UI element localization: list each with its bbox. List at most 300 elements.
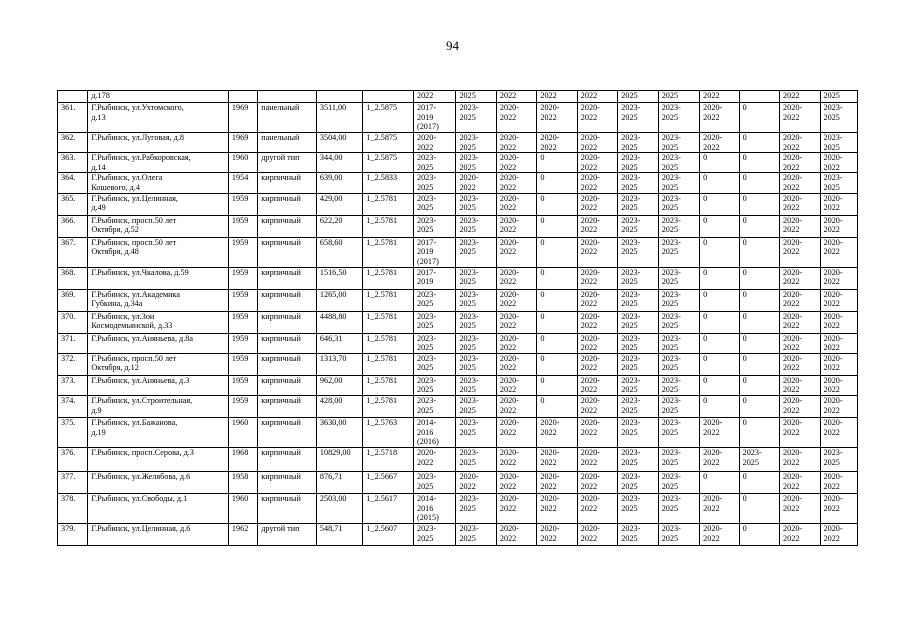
table-cell-c5: 2020- 2022 (577, 215, 617, 237)
table-cell-c7: 2025 (658, 91, 699, 103)
table-cell-c9: 0 (739, 353, 779, 375)
table-cell-address: Г.Рыбинск, просп.50 лет Октября, д.48 (88, 237, 229, 267)
table-cell-c5: 2020- 2022 (577, 375, 617, 395)
table-cell-wall: кирпичный (258, 375, 317, 395)
table-cell-code: 1_2.5875 (363, 103, 414, 133)
table-cell-c11: 2020- 2022 (820, 417, 858, 447)
table-cell-wall: кирпичный (258, 493, 317, 523)
table-cell-c7: 2023- 2025 (658, 153, 699, 173)
table-cell-wall (258, 91, 317, 103)
table-cell-c10: 2020- 2022 (780, 417, 820, 447)
table-cell-c6: 2023- 2025 (618, 523, 658, 545)
table-cell-year: 1959 (228, 193, 257, 215)
table-cell-c8: 0 (700, 375, 739, 395)
table-cell-c10: 2022 (780, 91, 820, 103)
table-cell-c1: 2022 (413, 91, 455, 103)
table-cell-c5: 2020- 2022 (577, 471, 617, 493)
table-cell-area: 3511,00 (316, 103, 363, 133)
table-cell-c11: 2020- 2022 (820, 215, 858, 237)
table-cell-c9: 0 (739, 237, 779, 267)
table-cell-c3: 2020- 2022 (496, 267, 536, 289)
table-row (58, 153, 858, 173)
table-cell-address: д.178 (88, 91, 229, 103)
table-cell-wall: кирпичный (258, 417, 317, 447)
table-cell-c7: 2023- 2025 (658, 103, 699, 133)
table-cell-c2: 2023- 2025 (456, 417, 496, 447)
table-cell-year: 1960 (228, 417, 257, 447)
table-cell-c2: 2020- 2022 (456, 173, 496, 193)
table-cell-c11: 2020- 2022 (820, 375, 858, 395)
table-row (58, 395, 858, 417)
table-cell-c1: 2017- 2019 (2017) (413, 103, 455, 133)
table-row (58, 215, 858, 237)
table-cell-c6: 2023- 2025 (618, 493, 658, 523)
table-cell-num: 367. (58, 237, 88, 267)
table-cell-c5: 2022 (577, 91, 617, 103)
table-cell-c9: 0 (739, 267, 779, 289)
table-cell-wall: кирпичный (258, 267, 317, 289)
table-cell-area: 344,00 (316, 153, 363, 173)
table-cell-c9: 0 (739, 333, 779, 353)
table-cell-c6: 2023- 2025 (618, 267, 658, 289)
table-cell-c1: 2017- 2019 (413, 267, 455, 289)
table-cell-num: 361. (58, 103, 88, 133)
table-cell-c7: 2023- 2025 (658, 289, 699, 311)
table-cell-address: Г.Рыбинск, ул.Ухтомского, д.13 (88, 103, 229, 133)
table-cell-c11: 2023- 2025 (820, 103, 858, 133)
table-cell-code: 1_2.5833 (363, 173, 414, 193)
table-cell-wall: кирпичный (258, 353, 317, 375)
table-cell-c11: 2020- 2022 (820, 193, 858, 215)
table-cell-c11: 2020- 2022 (820, 471, 858, 493)
table-cell-wall: другой тип (258, 523, 317, 545)
table-cell-c9: 0 (739, 173, 779, 193)
table-cell-c4: 0 (537, 353, 577, 375)
table-cell-code: 1_2.5781 (363, 333, 414, 353)
table-cell-c11: 2020- 2022 (820, 523, 858, 545)
table-cell-c8: 2020- 2022 (700, 447, 739, 471)
table-cell-c1: 2023- 2025 (413, 193, 455, 215)
table-cell-year: 1959 (228, 267, 257, 289)
table-cell-area: 428,00 (316, 395, 363, 417)
table-cell-c1: 2023- 2025 (413, 471, 455, 493)
table-cell-area: 3504,00 (316, 133, 363, 153)
table-cell-c8: 2020- 2022 (700, 133, 739, 153)
table-cell-address: Г.Рыбинск, ул.Бажанова, д.19 (88, 417, 229, 447)
table-cell-c10: 2020- 2022 (780, 353, 820, 375)
table-row (58, 353, 858, 375)
table-cell-c11: 2020- 2022 (820, 353, 858, 375)
table-cell-c1: 2023- 2025 (413, 289, 455, 311)
table-cell-address: Г.Рыбинск, ул.Зои Космодемьянской, д.33 (88, 311, 229, 333)
table-row (58, 193, 858, 215)
table-cell-year: 1958 (228, 471, 257, 493)
table-cell-c7: 2023- 2025 (658, 173, 699, 193)
table-cell-c2: 2023- 2025 (456, 193, 496, 215)
table-cell-c5: 2020- 2022 (577, 447, 617, 471)
table-cell-address: Г.Рыбинск, ул.Аняньева, д.8а (88, 333, 229, 353)
table-cell-c8: 0 (700, 333, 739, 353)
table-cell-c2: 2025 (456, 91, 496, 103)
table-cell-code: 1_2.5781 (363, 237, 414, 267)
table-cell-year: 1959 (228, 395, 257, 417)
table-cell-year: 1959 (228, 353, 257, 375)
table-cell-c2: 2023- 2025 (456, 375, 496, 395)
table-cell-num: 378. (58, 493, 88, 523)
table-cell-c6: 2023- 2025 (618, 311, 658, 333)
table-cell-code: 1_2.5875 (363, 133, 414, 153)
table-cell-c10: 2020- 2022 (780, 215, 820, 237)
table-cell-c6: 2023- 2025 (618, 333, 658, 353)
table-cell-c5: 2020- 2022 (577, 353, 617, 375)
table-cell-c7: 2023- 2025 (658, 471, 699, 493)
table-cell-c6: 2023- 2025 (618, 417, 658, 447)
table-cell-num: 376. (58, 447, 88, 471)
table-cell-year: 1959 (228, 289, 257, 311)
table-cell-c2: 2023- 2025 (456, 153, 496, 173)
table-cell-c5: 2020- 2022 (577, 153, 617, 173)
table-cell-c3: 2020- 2022 (496, 471, 536, 493)
table-cell-address: Г.Рыбинск, ул.Свободы, д.1 (88, 493, 229, 523)
table-cell-area: 2503,00 (316, 493, 363, 523)
table-cell-num: 370. (58, 311, 88, 333)
table-cell-c6: 2023- 2025 (618, 395, 658, 417)
table-cell-code: 1_2.5763 (363, 417, 414, 447)
table-row (58, 237, 858, 267)
table-cell-c3: 2020- 2022 (496, 417, 536, 447)
table-cell-c3: 2020- 2022 (496, 103, 536, 133)
table-cell-num: 368. (58, 267, 88, 289)
table-cell-c9: 0 (739, 493, 779, 523)
table-cell-address: Г.Рыбинск, ул.Строительная, д.9 (88, 395, 229, 417)
table-cell-c4: 0 (537, 333, 577, 353)
table-cell-c3: 2020- 2022 (496, 133, 536, 153)
table-cell-c1: 2023- 2025 (413, 375, 455, 395)
table-cell-c1: 2020- 2022 (413, 133, 455, 153)
table-cell-c7: 2023- 2025 (658, 237, 699, 267)
table-cell-c1: 2023- 2025 (413, 353, 455, 375)
table-cell-c7: 2023- 2025 (658, 523, 699, 545)
table-cell-c2: 2023- 2025 (456, 395, 496, 417)
table-cell-c1: 2023- 2025 (413, 215, 455, 237)
table-cell-year: 1959 (228, 311, 257, 333)
table-cell-year: 1969 (228, 103, 257, 133)
table-cell-c10: 2020- 2022 (780, 133, 820, 153)
table-cell-c11: 2020- 2022 (820, 289, 858, 311)
table-cell-code (363, 91, 414, 103)
table-cell-area: 548,71 (316, 523, 363, 545)
table-cell-c3: 2020- 2022 (496, 173, 536, 193)
table-cell-year: 1968 (228, 447, 257, 471)
table-cell-year: 1962 (228, 523, 257, 545)
table-cell-code: 1_2.5667 (363, 471, 414, 493)
table-row (58, 333, 858, 353)
table-cell-c4: 2020- 2022 (537, 471, 577, 493)
table-cell-wall: кирпичный (258, 215, 317, 237)
table-cell-c9: 0 (739, 133, 779, 153)
table-cell-c1: 2023- 2025 (413, 173, 455, 193)
table-cell-c10: 2020- 2022 (780, 103, 820, 133)
table-row (58, 133, 858, 153)
table-cell-c7: 2023- 2025 (658, 311, 699, 333)
table-cell-c9: 0 (739, 395, 779, 417)
table-cell-c1: 2014- 2016 (2016) (413, 417, 455, 447)
table-cell-c4: 0 (537, 375, 577, 395)
table-cell-area: 962,00 (316, 375, 363, 395)
table-cell-c6: 2023- 2025 (618, 237, 658, 267)
table-cell-area: 622,20 (316, 215, 363, 237)
table-cell-c3: 2020- 2022 (496, 289, 536, 311)
table-cell-c5: 2020- 2022 (577, 237, 617, 267)
table-cell-c7: 2023- 2025 (658, 395, 699, 417)
table-cell-c6: 2023- 2025 (618, 375, 658, 395)
table-cell-c4: 2020- 2022 (537, 133, 577, 153)
table-cell-c10: 2020- 2022 (780, 267, 820, 289)
table-cell-wall: кирпичный (258, 311, 317, 333)
table-cell-address: Г.Рыбинск, ул.Академика Губкина, д.34а (88, 289, 229, 311)
table-row (58, 471, 858, 493)
table-cell-c3: 2020- 2022 (496, 311, 536, 333)
table-cell-c3: 2022 (496, 91, 536, 103)
table-row (58, 91, 858, 103)
table-cell-c7: 2023- 2025 (658, 267, 699, 289)
table-cell-c2: 2023- 2025 (456, 289, 496, 311)
table-cell-c8: 0 (700, 153, 739, 173)
table-cell-area: 4488,80 (316, 311, 363, 333)
table-cell-c11: 2020- 2022 (820, 333, 858, 353)
table-cell-c8: 2020- 2022 (700, 493, 739, 523)
table-cell-c8: 0 (700, 311, 739, 333)
table-cell-c8: 2020- 2022 (700, 417, 739, 447)
table-cell-c8: 0 (700, 215, 739, 237)
table-cell-c10: 2020- 2022 (780, 493, 820, 523)
table-cell-c3: 2020- 2022 (496, 153, 536, 173)
table-cell-c11: 2020- 2022 (820, 395, 858, 417)
table-cell-c2: 2023- 2025 (456, 523, 496, 545)
table-cell-c1: 2014- 2016 (2015) (413, 493, 455, 523)
table-cell-num (58, 91, 88, 103)
table-cell-c10: 2020- 2022 (780, 311, 820, 333)
table-cell-area: 876,71 (316, 471, 363, 493)
table-row (58, 523, 858, 545)
table-cell-c8: 0 (700, 267, 739, 289)
table-cell-code: 1_2.5781 (363, 289, 414, 311)
table-cell-c5: 2020- 2022 (577, 267, 617, 289)
table-cell-num: 366. (58, 215, 88, 237)
table-cell-c9: 0 (739, 289, 779, 311)
table-cell-c3: 2020- 2022 (496, 375, 536, 395)
table-cell-wall: кирпичный (258, 447, 317, 471)
table-cell-num: 375. (58, 417, 88, 447)
table-cell-code: 1_2.5781 (363, 353, 414, 375)
table-cell-c8: 0 (700, 173, 739, 193)
table-cell-c2: 2023- 2025 (456, 353, 496, 375)
table-cell-code: 1_2.5781 (363, 395, 414, 417)
table-cell-c4: 2020- 2022 (537, 523, 577, 545)
table-cell-num: 374. (58, 395, 88, 417)
table-cell-code: 1_2.5781 (363, 267, 414, 289)
table-cell-area: 429,00 (316, 193, 363, 215)
table-body (58, 91, 858, 546)
table-row (58, 289, 858, 311)
table-cell-address: Г.Рыбинск, просп.50 лет Октября, д.52 (88, 215, 229, 237)
table-cell-area: 3630,00 (316, 417, 363, 447)
table-row (58, 267, 858, 289)
table-cell-c9: 0 (739, 193, 779, 215)
table-cell-c11: 2025 (820, 91, 858, 103)
table-cell-c6: 2023- 2025 (618, 353, 658, 375)
table-cell-c2: 2023- 2025 (456, 215, 496, 237)
table-cell-c3: 2020- 2022 (496, 237, 536, 267)
table-cell-c4: 0 (537, 173, 577, 193)
table-cell-c10: 2020- 2022 (780, 289, 820, 311)
table-cell-c8: 0 (700, 471, 739, 493)
table-cell-c7: 2023- 2025 (658, 133, 699, 153)
table-cell-c4: 2022 (537, 91, 577, 103)
table-cell-c2: 2023- 2025 (456, 311, 496, 333)
table-cell-c9: 0 (739, 375, 779, 395)
table-cell-c4: 0 (537, 289, 577, 311)
table-cell-c8: 0 (700, 289, 739, 311)
table-cell-c8: 0 (700, 237, 739, 267)
table-cell-c1: 2023- 2025 (413, 523, 455, 545)
table-cell-c2: 2023- 2025 (456, 133, 496, 153)
table-cell-num: 362. (58, 133, 88, 153)
table-cell-c9: 0 (739, 311, 779, 333)
table-cell-year: 1960 (228, 153, 257, 173)
table-cell-wall: кирпичный (258, 173, 317, 193)
table-cell-wall: кирпичный (258, 395, 317, 417)
table-cell-c5: 2020- 2022 (577, 493, 617, 523)
table-cell-code: 1_2.5781 (363, 311, 414, 333)
table-cell-c10: 2020- 2022 (780, 237, 820, 267)
table-cell-area (316, 91, 363, 103)
table-cell-c10: 2020- 2022 (780, 333, 820, 353)
table-cell-area: 639,00 (316, 173, 363, 193)
table-cell-c6: 2023- 2025 (618, 471, 658, 493)
table-cell-c2: 2023- 2025 (456, 447, 496, 471)
table-cell-c2: 2020- 2022 (456, 471, 496, 493)
table-cell-c5: 2020- 2022 (577, 523, 617, 545)
table-cell-address: Г.Рыбинск, ул.Аняньева, д.3 (88, 375, 229, 395)
table-cell-c4: 0 (537, 237, 577, 267)
table-cell-c4: 0 (537, 193, 577, 215)
table-cell-c10: 2020- 2022 (780, 395, 820, 417)
table-cell-c9: 0 (739, 215, 779, 237)
table-cell-c10: 2020- 2022 (780, 173, 820, 193)
table-cell-code: 1_2.5781 (363, 215, 414, 237)
table-cell-c2: 2023- 2025 (456, 493, 496, 523)
table-cell-address: Г.Рыбинск, просп.50 лет Октября, д.12 (88, 353, 229, 375)
table-cell-c6: 2023- 2025 (618, 133, 658, 153)
table-row (58, 447, 858, 471)
table-cell-c2: 2023- 2025 (456, 267, 496, 289)
table-cell-c11: 2020- 2022 (820, 493, 858, 523)
table-cell-c9: 0 (739, 417, 779, 447)
table-cell-c5: 2020- 2022 (577, 395, 617, 417)
table-cell-c9: 0 (739, 153, 779, 173)
table-cell-year (228, 91, 257, 103)
table-cell-c4: 0 (537, 215, 577, 237)
table-cell-c2: 2023- 2025 (456, 103, 496, 133)
table-row (58, 417, 858, 447)
table-cell-wall: панельный (258, 103, 317, 133)
table-cell-area: 646,31 (316, 333, 363, 353)
table-cell-c6: 2023- 2025 (618, 173, 658, 193)
table-cell-c11: 2023- 2025 (820, 447, 858, 471)
table-cell-c11: 2020- 2022 (820, 267, 858, 289)
table-cell-c9: 0 (739, 103, 779, 133)
table-cell-c1: 2020- 2022 (413, 447, 455, 471)
table-cell-wall: кирпичный (258, 237, 317, 267)
table-cell-c4: 0 (537, 395, 577, 417)
table-cell-c6: 2023- 2025 (618, 289, 658, 311)
table-cell-c3: 2020- 2022 (496, 193, 536, 215)
table-cell-num: 363. (58, 153, 88, 173)
table-cell-address: Г.Рыбинск, ул.Рабкоровская, д.14 (88, 153, 229, 173)
table-cell-code: 1_2.5781 (363, 193, 414, 215)
table-cell-c6: 2023- 2025 (618, 215, 658, 237)
table-cell-address: Г.Рыбинск, ул.Чкалова, д.59 (88, 267, 229, 289)
table-cell-c1: 2017- 2019 (2017) (413, 237, 455, 267)
table-cell-c7: 2023- 2025 (658, 447, 699, 471)
table-cell-wall: кирпичный (258, 289, 317, 311)
table-cell-c8: 0 (700, 395, 739, 417)
table-cell-num: 373. (58, 375, 88, 395)
table-cell-year: 1959 (228, 215, 257, 237)
table-cell-c3: 2020- 2022 (496, 395, 536, 417)
table-cell-c10: 2020- 2022 (780, 153, 820, 173)
table-cell-address: Г.Рыбинск, просп.Серова, д.3 (88, 447, 229, 471)
table-cell-c6: 2023- 2025 (618, 193, 658, 215)
table-row (58, 493, 858, 523)
table-cell-c5: 2020- 2022 (577, 103, 617, 133)
table-cell-c4: 0 (537, 153, 577, 173)
table-cell-wall: кирпичный (258, 471, 317, 493)
table-cell-address: Г.Рыбинск, ул.Целинная, д.49 (88, 193, 229, 215)
table-cell-c9: 0 (739, 523, 779, 545)
table-cell-area: 10829,00 (316, 447, 363, 471)
table-cell-year: 1959 (228, 375, 257, 395)
table-cell-year: 1959 (228, 333, 257, 353)
table-row (58, 375, 858, 395)
table-cell-num: 377. (58, 471, 88, 493)
table-cell-c9 (739, 91, 779, 103)
table-cell-c10: 2020- 2022 (780, 375, 820, 395)
table-cell-c5: 2020- 2022 (577, 289, 617, 311)
table-cell-c5: 2020- 2022 (577, 193, 617, 215)
table-cell-c1: 2023- 2025 (413, 311, 455, 333)
table-cell-c10: 2020- 2022 (780, 447, 820, 471)
table-cell-num: 365. (58, 193, 88, 215)
table-cell-c8: 2022 (700, 91, 739, 103)
table-cell-c11: 2023- 2025 (820, 173, 858, 193)
table-cell-c9: 0 (739, 471, 779, 493)
table-cell-c8: 0 (700, 353, 739, 375)
table-cell-c8: 0 (700, 193, 739, 215)
table-cell-c4: 2020- 2022 (537, 103, 577, 133)
table-cell-c9: 2023- 2025 (739, 447, 779, 471)
table-cell-wall: другой тип (258, 153, 317, 173)
table-cell-year: 1960 (228, 493, 257, 523)
table-cell-area: 1265,00 (316, 289, 363, 311)
table-cell-code: 1_2.5617 (363, 493, 414, 523)
table-cell-year: 1954 (228, 173, 257, 193)
table-cell-c11: 2020- 2022 (820, 237, 858, 267)
table-cell-num: 369. (58, 289, 88, 311)
table-cell-address: Г.Рыбинск, ул.Луговая, д.8 (88, 133, 229, 153)
table-cell-c7: 2023- 2025 (658, 333, 699, 353)
